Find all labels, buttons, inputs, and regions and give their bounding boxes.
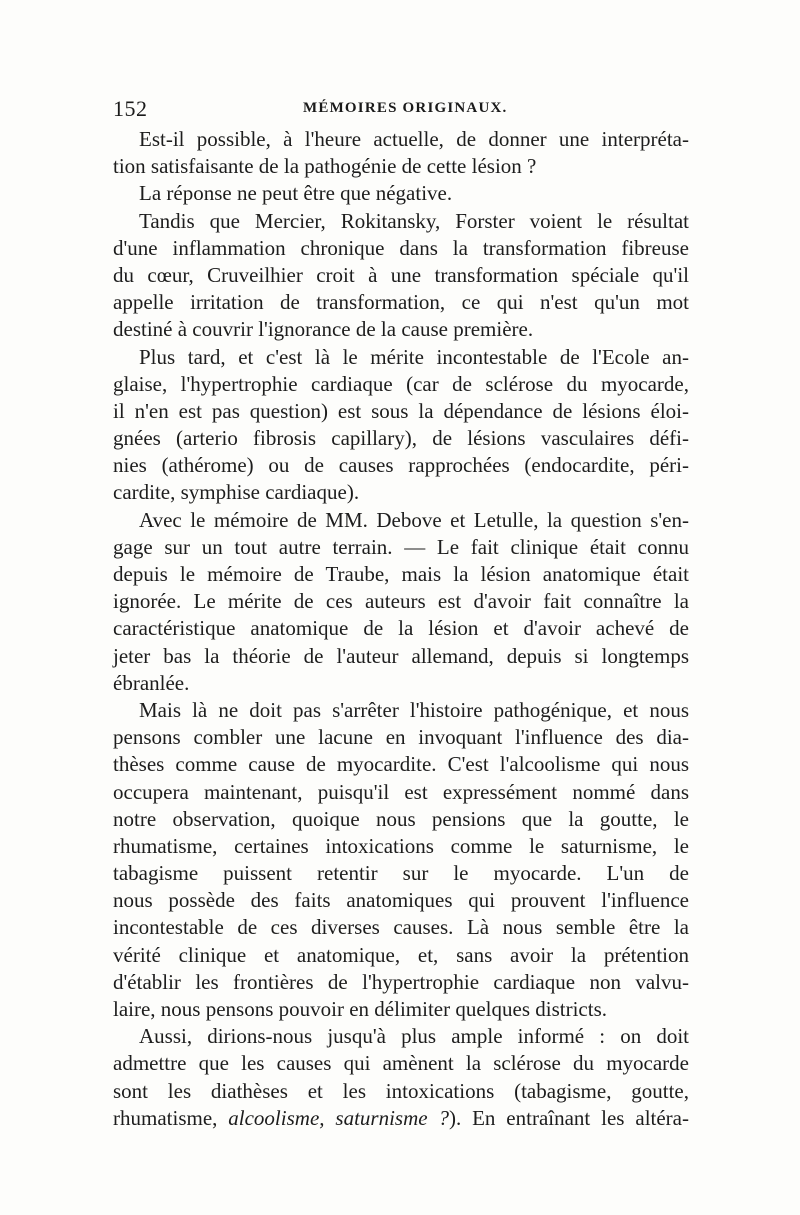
text-line: nies (athérome) ou de causes rapprochées (endocardite, péri- [113, 453, 689, 478]
text-line-mixed [113, 1105, 689, 1132]
text-line: nous possède des faits anatomiques qui prouvent l'influence [113, 888, 689, 913]
text-line: Tandis que Mercier, Rokitansky, Forster voient le résultat [139, 208, 689, 233]
text-line: il n'en est pas question) est sous la dépendance de lésions éloi- [113, 398, 689, 423]
text-line: du cœur, Cruveilhier croit à une transformation spéciale qu'il [113, 262, 689, 287]
text-line: appelle irritation de transformation, ce qui n'est qu'un mot [113, 290, 689, 315]
page-header [113, 96, 689, 126]
text-line: Aussi, dirions-nous jusqu'à plus ample informé : on doit [139, 1024, 689, 1049]
text-line: d'une inflammation chronique dans la transformation fibreuse [113, 235, 689, 260]
text-line: notre observation, quoique nous pensions que la goutte, le [113, 806, 689, 831]
text-line: caractéristique anatomique de la lésion et d'avoir achevé de [113, 616, 689, 641]
text-line: occupera maintenant, puisqu'il est expressément nommé dans [113, 779, 689, 804]
text-line: depuis le mémoire de Traube, mais la lésion anatomique était [113, 562, 689, 586]
text-run: rhumatisme, [113, 1105, 229, 1130]
text-line: rhumatisme, certaines intoxications comme le saturnisme, le [113, 833, 689, 858]
text-line: vérité clinique et anatomique, et, sans avoir la prétention [113, 942, 689, 967]
text-line: glaise, l'hypertrophie cardiaque (car de sclérose du myocarde, [113, 371, 689, 396]
text-line: thèses comme cause de myocardite. C'est l'alcoolisme qui nous [113, 752, 689, 777]
italic-text-run: alcoolisme, saturnisme ? [228, 1105, 449, 1130]
text-run: ). En entraînant les altéra- [448, 1105, 689, 1130]
text-line: La réponse ne peut être que négative. [139, 181, 453, 206]
text-line: ébranlée. [113, 670, 190, 695]
text-line: pensons combler une lacune en invoquant l'influence des dia- [113, 725, 689, 750]
text-line: tabagisme puissent retentir sur le myocarde. L'un de [113, 861, 689, 886]
text-line: sont les diathèses et les intoxications (tabagisme, goutte, [113, 1078, 689, 1103]
text-line: jeter bas la théorie de l'auteur allemand, depuis si longtemps [113, 643, 689, 668]
text-line: ignorée. Le mérite de ces auteurs est d'avoir fait connaître la [113, 589, 689, 614]
text-line: cardite, symphise cardiaque). [113, 480, 360, 505]
text-line: gnées (arterio fibrosis capillary), de lésions vasculaires défi- [113, 426, 689, 451]
text-line: laire, nous pensons pouvoir en délimiter quelques districts. [113, 997, 607, 1021]
text-line: destiné à couvrir l'ignorance de la cause première. [113, 317, 534, 342]
text-line: admettre que les causes qui amènent la sclérose du myocarde [113, 1051, 689, 1076]
page-number: 152 [113, 96, 148, 121]
text-line: Avec le mémoire de MM. Debove et Letulle, la question s'en- [139, 507, 689, 532]
text-line: incontestable de ces diverses causes. Là nous semble être la [113, 915, 689, 940]
text-line: gage sur un tout autre terrain. — Le fait clinique était connu [113, 534, 689, 559]
text-line: Mais là ne doit pas s'arrêter l'histoire pathogénique, et nous [139, 697, 689, 722]
text-line: tion satisfaisante de la pathogénie de cette lésion ? [113, 154, 537, 179]
text-line: d'établir les frontières de l'hypertrophie cardiaque non valvu- [113, 969, 689, 994]
text-line: Est-il possible, à l'heure actuelle, de donner une interpréta- [139, 127, 689, 151]
body-text [113, 126, 689, 1132]
running-head: MÉMOIRES ORIGINAUX. [303, 100, 508, 116]
text-line: Plus tard, et c'est là le mérite incontestable de l'Ecole an- [139, 344, 689, 369]
